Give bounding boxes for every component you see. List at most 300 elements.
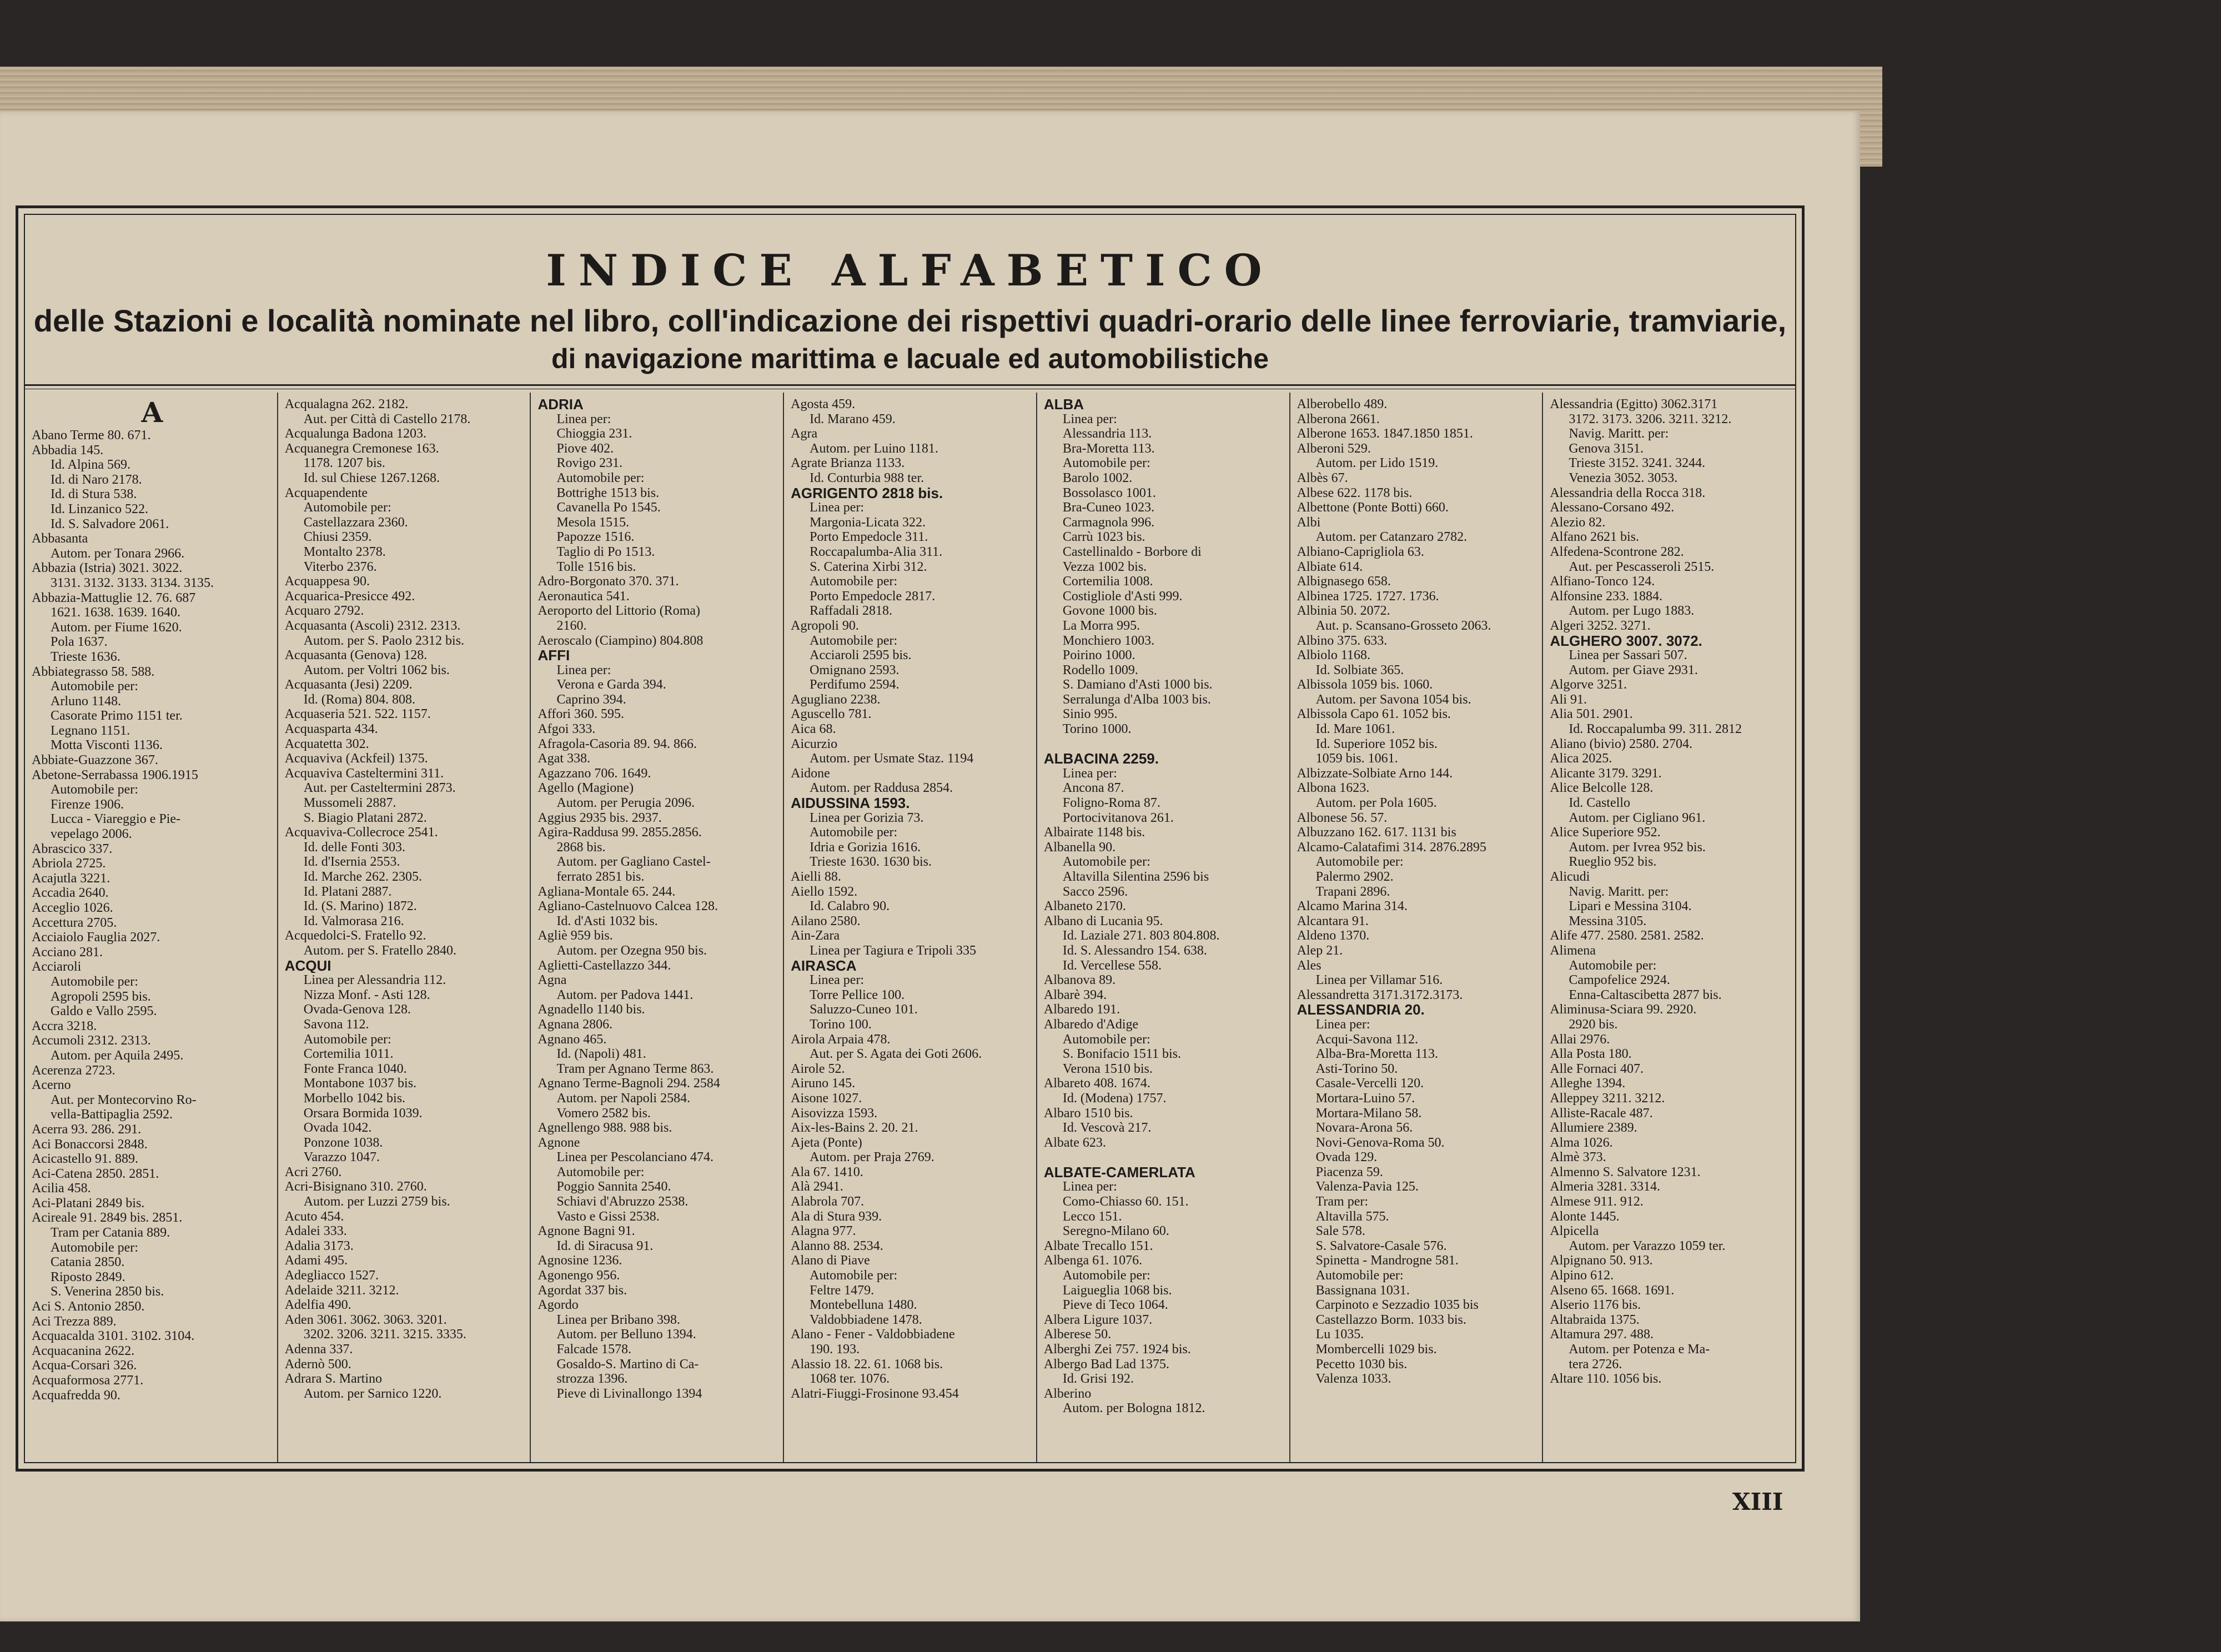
index-entry: AIRASCA: [791, 958, 857, 973]
index-entry: Almese 911. 912.: [1550, 1194, 1644, 1209]
index-entry: Acri-Bisignano 310. 2760.: [284, 1179, 427, 1194]
index-entry: Albanova 89.: [1043, 973, 1116, 988]
index-entry: Alberese 50.: [1043, 1327, 1112, 1342]
index-entry: Alano - Fener - Valdobbiadene: [791, 1327, 955, 1342]
index-column: [278, 393, 531, 1462]
index-entry: 3202. 3206. 3211. 3215. 3335.: [303, 1327, 466, 1342]
index-entry: Agnellengo 988. 988 bis.: [537, 1121, 672, 1136]
index-entry: Aeronautica 541.: [537, 589, 630, 604]
index-entry: Adernò 500.: [284, 1357, 351, 1372]
index-entry: Id. di Stura 538.: [51, 487, 137, 502]
index-entry: Cortemilia 1011.: [303, 1047, 394, 1062]
index-entry: Autom. per Ivrea 952 bis.: [1569, 840, 1706, 855]
index-entry: Tram per Agnano Terme 863.: [556, 1061, 714, 1076]
index-entry: Alma 1026.: [1550, 1135, 1613, 1150]
index-entry: Cortemilia 1008.: [1062, 574, 1153, 589]
index-entry: Aiello 1592.: [791, 884, 858, 899]
index-entry: Piove 402.: [556, 441, 614, 456]
index-entry: S. Biagio Platani 2872.: [303, 810, 427, 825]
index-entry: Poggio Sannita 2540.: [556, 1179, 671, 1194]
index-entry: Albarè 394.: [1043, 987, 1107, 1002]
index-entry: Albignasego 658.: [1297, 574, 1391, 589]
index-entry: Portocivitanova 261.: [1062, 810, 1174, 825]
index-entry: Albaneto 2170.: [1043, 899, 1126, 914]
index-entry: AFFI: [537, 648, 570, 663]
index-entry: Alife 477. 2580. 2581. 2582.: [1550, 928, 1704, 943]
index-entry: Acerenza 2723.: [32, 1063, 115, 1078]
index-entry: Bottrighe 1513 bis.: [556, 485, 660, 500]
index-entry: Id. S. Salvadore 2061.: [51, 516, 169, 531]
index-entry: Automobile per:: [1315, 855, 1404, 870]
index-entry: Alfano 2621 bis.: [1550, 530, 1639, 545]
index-entry: Almenno S. Salvatore 1231.: [1550, 1164, 1701, 1179]
index-entry: Agnana 2806.: [537, 1017, 613, 1032]
index-entry: Palermo 2902.: [1315, 870, 1394, 884]
index-entry: Acciaiolo Fauglia 2027.: [32, 930, 160, 945]
index-entry: Acquappesa 90.: [284, 574, 370, 589]
index-entry: Valenza 1033.: [1315, 1372, 1391, 1387]
index-entry: Valenza-Pavia 125.: [1315, 1179, 1419, 1194]
index-entry: AGRIGENTO 2818 bis.: [791, 485, 943, 501]
index-entry: Alcamo-Calatafimi 314. 2876.2895: [1297, 840, 1486, 855]
index-entry: Autom. per Bologna 1812.: [1062, 1401, 1205, 1416]
index-entry: Albaredo 191.: [1043, 1002, 1120, 1017]
index-entry: S. Caterina Xirbi 312.: [810, 559, 927, 574]
index-entry: Govone 1000 bis.: [1062, 604, 1157, 619]
index-entry: Automobile per:: [1062, 1268, 1150, 1283]
index-entry: S. Salvatore-Casale 576.: [1315, 1238, 1447, 1253]
index-entry: Linea per Sassari 507.: [1569, 648, 1687, 663]
index-entry: Albona 1623.: [1297, 781, 1370, 796]
index-entry: Rovigo 231.: [556, 456, 623, 471]
index-entry: Abbadia 145.: [32, 443, 104, 458]
index-entry: Catania 2850.: [51, 1255, 125, 1270]
index-entry: Automobile per:: [556, 470, 645, 485]
index-entry: Aut. per S. Agata dei Goti 2606.: [810, 1047, 982, 1062]
index-entry: Adenna 337.: [284, 1342, 353, 1357]
index-entry: Alatri-Fiuggi-Frosinone 93.454: [791, 1386, 959, 1401]
index-entry: Autom. per Savona 1054 bis.: [1315, 692, 1471, 707]
index-entry: Id. (Modena) 1757.: [1062, 1091, 1167, 1106]
index-entry: Tram per Catania 889.: [51, 1226, 170, 1241]
index-entry: Morbello 1042 bis.: [303, 1091, 406, 1106]
index-entry: Navig. Maritt. per:: [1569, 884, 1669, 899]
index-entry: S. Damiano d'Asti 1000 bis.: [1062, 677, 1213, 692]
index-entry: Pieve di Livinallongo 1394: [556, 1386, 702, 1401]
index-entry: Albettone (Ponte Botti) 660.: [1297, 500, 1449, 515]
index-entry: Acqualagna 262. 2182.: [284, 397, 409, 411]
index-entry: Id. Calabro 90.: [810, 899, 890, 914]
index-entry: Altare 110. 1056 bis.: [1550, 1372, 1662, 1387]
index-entry: Alimena: [1550, 943, 1596, 958]
index-entry: Agrate Brianza 1133.: [791, 456, 905, 471]
index-entry: Alba-Bra-Moretta 113.: [1315, 1047, 1438, 1062]
index-entry: Fonte Franca 1040.: [303, 1061, 407, 1076]
index-entry: ALGHERO 3007. 3072.: [1550, 633, 1702, 649]
index-entry: 2920 bis.: [1569, 1017, 1618, 1032]
index-entry: Torre Pellice 100.: [810, 987, 905, 1002]
index-entry: Automobile per:: [303, 500, 391, 515]
index-entry: Acceglio 1026.: [32, 901, 113, 915]
index-entry: Caprino 394.: [556, 692, 626, 707]
index-entry: Alice Belcolle 128.: [1550, 781, 1654, 796]
index-entry: Ancona 87.: [1062, 781, 1124, 796]
index-entry: Autom. per Voltri 1062 bis.: [303, 662, 450, 677]
index-entry: 3172. 3173. 3206. 3211. 3212.: [1569, 411, 1732, 426]
index-entry: Torino 1000.: [1062, 722, 1132, 737]
index-entry: Albiate 614.: [1297, 559, 1363, 574]
index-entry: Agliè 959 bis.: [537, 928, 613, 943]
section-letter: A: [141, 396, 163, 429]
index-entry: Automobile per:: [51, 1240, 138, 1255]
index-entry: Afragola-Casoria 89. 94. 866.: [537, 736, 697, 751]
index-entry: Ali 91.: [1550, 692, 1587, 707]
index-entry: Alfedena-Scontrone 282.: [1550, 544, 1684, 559]
index-entry: ALESSANDRIA 20.: [1297, 1002, 1425, 1017]
index-entry: Agropoli 90.: [791, 618, 859, 633]
index-entry: Casorate Primo 1151 ter.: [51, 709, 183, 724]
index-entry: Algeri 3252. 3271.: [1550, 618, 1651, 633]
index-entry: Pecetto 1030 bis.: [1315, 1357, 1408, 1372]
index-entry: Alia 501. 2901.: [1550, 707, 1633, 722]
index-entry: Acciano 281.: [32, 945, 103, 960]
index-entry: Feltre 1479.: [810, 1283, 875, 1298]
index-entry: Automobile per:: [1062, 456, 1150, 471]
index-entry: Cavanella Po 1545.: [556, 500, 661, 515]
index-entry: Roccapalumba-Alia 311.: [810, 544, 943, 559]
index-entry: Autom. per Fiume 1620.: [51, 620, 182, 635]
index-entry: Agliano-Castelnuovo Calcea 128.: [537, 899, 718, 914]
index-entry: Alicante 3179. 3291.: [1550, 766, 1662, 781]
index-entry: Id. Laziale 271. 803 804.808.: [1062, 928, 1220, 943]
index-entry: Autom. per Lido 1519.: [1315, 456, 1439, 471]
index-entry: Agropoli 2595 bis.: [51, 989, 151, 1004]
index-entry: Costigliole d'Asti 999.: [1062, 589, 1183, 604]
index-entry: Alezio 82.: [1550, 515, 1606, 530]
index-entry: Tram per:: [1315, 1194, 1369, 1209]
index-entry: tera 2726.: [1569, 1357, 1622, 1372]
index-entry: Montalto 2378.: [303, 544, 386, 559]
index-entry: Mesola 1515.: [556, 515, 630, 530]
index-entry: Alliste-Racale 487.: [1550, 1106, 1653, 1121]
index-entry: Ajeta (Ponte): [791, 1135, 862, 1150]
index-entry: Torino 100.: [810, 1017, 872, 1032]
index-entry: Alonte 1445.: [1550, 1209, 1620, 1224]
index-entry: Alla Posta 180.: [1550, 1047, 1632, 1062]
index-entry: Rueglio 952 bis.: [1569, 855, 1657, 870]
index-entry: Pieve di Teco 1064.: [1062, 1298, 1168, 1313]
index-entry: Id. d'Isernia 2553.: [303, 855, 400, 870]
index-entry: Altavilla Silentina 2596 bis: [1062, 870, 1209, 884]
index-entry: Agnano Terme-Bagnoli 294. 2584: [537, 1076, 720, 1091]
index-entry: Viterbo 2376.: [303, 559, 377, 574]
index-entry: Altamura 297. 488.: [1550, 1327, 1654, 1342]
index-entry: Id. Castello: [1569, 796, 1630, 811]
index-entry: Vomero 2582 bis.: [556, 1106, 651, 1121]
index-entry: Alessandria 113.: [1062, 426, 1152, 441]
index-entry: Aliminusa-Sciara 99. 2920.: [1550, 1002, 1697, 1017]
index-entry: Verona e Garda 394.: [556, 677, 666, 692]
index-entry: Albino 375. 633.: [1297, 633, 1388, 648]
header-rule: [25, 384, 1795, 386]
index-entry: Alessandretta 3171.3172.3173.: [1297, 987, 1463, 1002]
index-entry: Albonese 56. 57.: [1297, 810, 1388, 825]
index-entry: Aci-Platani 2849 bis.: [32, 1196, 145, 1211]
index-entry: Autom. per Sarnico 1220.: [303, 1386, 442, 1401]
index-entry: Linea per Villamar 516.: [1315, 973, 1443, 988]
index-entry: Barolo 1002.: [1062, 470, 1133, 485]
index-entry: Acquasanta (Genova) 128.: [284, 648, 428, 663]
index-entry: Piacenza 59.: [1315, 1164, 1383, 1179]
index-entry: Motta Visconti 1136.: [51, 738, 163, 753]
index-entry: Acquaformosa 2771.: [32, 1373, 144, 1388]
index-entry: Trieste 1630. 1630 bis.: [810, 855, 932, 870]
index-entry: Enna-Caltascibetta 2877 bis.: [1569, 987, 1722, 1002]
index-entry: Alberobello 489.: [1297, 397, 1388, 411]
index-entry: Navig. Maritt. per:: [1569, 426, 1669, 441]
index-entry: Bossolasco 1001.: [1062, 485, 1156, 500]
index-entry: Aut. per Pescasseroli 2515.: [1569, 559, 1715, 574]
index-entry: Alessandria della Rocca 318.: [1550, 485, 1706, 500]
index-entry: Acquedolci-S. Fratello 92.: [284, 928, 426, 943]
index-entry: Perdifumo 2594.: [810, 677, 900, 692]
index-entry: Automobile per:: [51, 974, 138, 989]
index-entry: Agnosine 1236.: [537, 1253, 622, 1268]
index-entry: Afgoi 333.: [537, 722, 596, 737]
index-entry: Ailano 2580.: [791, 913, 861, 928]
index-entry: Linea per Tagiura e Tripoli 335: [810, 943, 976, 958]
index-entry: Lipari e Messina 3104.: [1569, 899, 1692, 914]
index-entry: ACQUI: [284, 958, 331, 973]
index-entry: Abbazia (Istria) 3021. 3022.: [32, 561, 183, 576]
index-entry: Id. delle Fonti 303.: [303, 840, 406, 855]
index-entry: Acciaroli 2595 bis.: [810, 648, 912, 663]
index-entry: Abetone-Serrabassa 1906.1915: [32, 767, 198, 782]
index-entry: Automobile per:: [1062, 1032, 1150, 1047]
index-entry: Schiavi d'Abruzzo 2538.: [556, 1194, 689, 1209]
index-entry: Alep 21.: [1297, 943, 1343, 958]
index-entry: Autom. per Lugo 1883.: [1569, 604, 1695, 619]
index-entry: Casale-Vercelli 120.: [1315, 1076, 1424, 1091]
index-entry: Castellazzo Borm. 1033 bis.: [1315, 1312, 1466, 1327]
index-entry: Alano di Piave: [791, 1253, 870, 1268]
index-entry: Id. Grisi 192.: [1062, 1372, 1134, 1387]
index-entry: Id. Vercellese 558.: [1062, 958, 1162, 973]
index-entry: Acquarica-Presicce 492.: [284, 589, 415, 604]
index-entry: Sale 578.: [1315, 1224, 1365, 1239]
index-entry: Agliana-Montale 65. 244.: [537, 884, 676, 899]
index-entry: Savona 112.: [303, 1017, 369, 1032]
index-entry: Ponzone 1038.: [303, 1135, 383, 1150]
index-entry: Almeria 3281. 3314.: [1550, 1179, 1660, 1194]
index-entry: Automobile per:: [1062, 855, 1150, 870]
index-entry: Seregno-Milano 60.: [1062, 1224, 1169, 1239]
index-entry: Agna: [537, 973, 567, 988]
index-entry: Montabone 1037 bis.: [303, 1076, 417, 1091]
index-entry: Albate 623.: [1043, 1135, 1106, 1150]
index-entry: Aut. per Casteltermini 2873.: [303, 781, 456, 796]
index-entry: Allumiere 2389.: [1550, 1121, 1637, 1136]
index-entry: Sacco 2596.: [1062, 884, 1128, 899]
index-entry: Castellazzara 2360.: [303, 515, 408, 530]
index-entry: Alpicella: [1550, 1224, 1599, 1239]
index-entry: Varazzo 1047.: [303, 1150, 380, 1165]
page-title: INDICE ALFABETICO: [546, 245, 1274, 296]
index-entry: Aix-les-Bains 2. 20. 21.: [791, 1121, 918, 1136]
index-entry: Alessano-Corsano 492.: [1550, 500, 1675, 515]
index-entry: Adrara S. Martino: [284, 1372, 383, 1387]
index-entry: Albuzzano 162. 617. 1131 bis: [1297, 825, 1456, 840]
index-entry: Alle Fornaci 407.: [1550, 1061, 1644, 1076]
index-entry: Alberino: [1043, 1386, 1092, 1401]
index-entry: Aggius 2935 bis. 2937.: [537, 810, 662, 825]
index-entry: Lu 1035.: [1315, 1327, 1364, 1342]
index-entry: Agnano 465.: [537, 1032, 607, 1047]
index-entry: Porto Empedocle 2817.: [810, 589, 936, 604]
index-column: [1290, 393, 1544, 1462]
page-number: XIII: [1732, 1488, 1783, 1515]
index-entry: Id. Solbiate 365.: [1315, 662, 1404, 677]
index-entry: Allai 2976.: [1550, 1032, 1610, 1047]
index-entry: Aielli 88.: [791, 870, 841, 884]
index-entry: Automobile per:: [1569, 958, 1657, 973]
index-column: [784, 393, 1037, 1462]
index-entry: Acireale 91. 2849 bis. 2851.: [32, 1211, 183, 1226]
index-entry: Accumoli 2312. 2313.: [32, 1033, 151, 1048]
index-entry: Verona 1510 bis.: [1062, 1061, 1153, 1076]
index-entry: Autom. per Cigliano 961.: [1569, 810, 1706, 825]
index-entry: Alessandria (Egitto) 3062.3171: [1550, 397, 1718, 411]
index-entry: Raffadali 2818.: [810, 604, 893, 619]
index-entry: Abriola 2725.: [32, 856, 106, 871]
index-entry: S. Bonifacio 1511 bis.: [1062, 1047, 1181, 1062]
index-entry: Aut. p. Scansano-Grosseto 2063.: [1315, 618, 1491, 633]
index-entry: Aidone: [791, 766, 830, 781]
index-entry: Adami 495.: [284, 1253, 348, 1268]
index-entry: Lecco 151.: [1062, 1209, 1122, 1224]
index-entry: Albès 67.: [1297, 470, 1348, 485]
index-entry: Aliano (bivio) 2580. 2704.: [1550, 736, 1692, 751]
index-entry: Id. Conturbia 988 ter.: [810, 470, 924, 485]
index-entry: ALBA: [1043, 397, 1084, 412]
index-entry: Autom. per Pola 1605.: [1315, 796, 1437, 811]
index-entry: Aisovizza 1593.: [791, 1106, 878, 1121]
index-entry: 1059 bis. 1061.: [1315, 751, 1398, 766]
index-entry: Id. d'Asti 1032 bis.: [556, 913, 658, 928]
index-entry: Trapani 2896.: [1315, 884, 1390, 899]
index-entry: Acquacanina 2622.: [32, 1343, 135, 1358]
index-entry: Airole 52.: [791, 1061, 845, 1076]
index-entry: Automobile per:: [810, 633, 898, 648]
index-entry: Spinetta - Mandrogne 581.: [1315, 1253, 1459, 1268]
index-entry: Agordo: [537, 1298, 579, 1313]
index-entry: [1044, 1150, 1285, 1165]
index-entry: Adalei 333.: [284, 1224, 347, 1239]
index-entry: Agello (Magione): [537, 781, 634, 796]
index-entry: Albanella 90.: [1043, 840, 1116, 855]
index-entry: Porto Empedocle 311.: [810, 530, 928, 545]
index-entry: Vezza 1002 bis.: [1062, 559, 1147, 574]
index-entry: Foligno-Roma 87.: [1062, 796, 1160, 811]
index-entry: Id. di Siracusa 91.: [556, 1238, 654, 1253]
index-entry: Acqui-Savona 112.: [1315, 1032, 1418, 1047]
index-entry: Alà 2941.: [791, 1179, 843, 1194]
index-entry: Chioggia 231.: [556, 426, 632, 441]
index-entry: Albano di Lucania 95.: [1043, 913, 1163, 928]
index-entry: Abbiategrasso 58. 588.: [32, 664, 155, 679]
index-entry: Autom. per Padova 1441.: [556, 987, 694, 1002]
index-entry: Linea per:: [556, 662, 611, 677]
index-entry: Acicastello 91. 889.: [32, 1152, 138, 1167]
index-entry: Aden 3061. 3062. 3063. 3201.: [284, 1312, 447, 1327]
index-entry: Adelfia 490.: [284, 1298, 351, 1313]
index-entry: Carpinoto e Sezzadio 1035 bis: [1315, 1298, 1479, 1313]
index-entry: Trieste 1636.: [51, 649, 120, 664]
index-entry: Albi: [1297, 515, 1321, 530]
index-entry: Abrascico 337.: [32, 841, 113, 856]
index-entry: Airola Arpaia 478.: [791, 1032, 891, 1047]
index-entry: Automobile per:: [810, 1268, 898, 1283]
index-entry: Valdobbiadene 1478.: [810, 1312, 922, 1327]
index-entry: Albergo Bad Lad 1375.: [1043, 1357, 1170, 1372]
index-entry: Autom. per Belluno 1394.: [556, 1327, 696, 1342]
index-entry: Id. Alpina 569.: [51, 458, 130, 473]
index-entry: Albaredo d'Adige: [1043, 1017, 1139, 1032]
index-entry: Autom. per Raddusa 2854.: [810, 781, 953, 796]
index-entry: Alberghi Zei 757. 1924 bis.: [1043, 1342, 1191, 1357]
index-entry: Acilia 458.: [32, 1181, 91, 1196]
index-entry: Campofelice 2924.: [1569, 973, 1670, 988]
index-entry: Albiano-Caprigliola 63.: [1297, 544, 1424, 559]
index-entry: Adalia 3173.: [284, 1238, 354, 1253]
index-entry: Monchiero 1003.: [1062, 633, 1155, 648]
index-entry: Aglietti-Castellazzo 344.: [537, 958, 671, 973]
index-entry: Acquacalda 3101. 3102. 3104.: [32, 1329, 195, 1344]
index-entry: Sinio 995.: [1062, 707, 1118, 722]
index-entry: Id. Platani 2887.: [303, 884, 392, 899]
index-entry: Taglio di Po 1513.: [556, 544, 655, 559]
index-entry: 2160.: [556, 618, 587, 633]
index-entry: Linea per:: [810, 500, 865, 515]
index-entry: Autom. per Gagliano Castel-: [556, 855, 711, 870]
index-entry: Agat 338.: [537, 751, 591, 766]
index-entry: Id. (S. Marino) 1872.: [303, 899, 417, 914]
index-entry: Id. Valmorasa 216.: [303, 913, 404, 928]
index-entry: Agnadello 1140 bis.: [537, 1002, 645, 1017]
index-entry: Acquaseria 521. 522. 1157.: [284, 707, 431, 722]
index-entry: Albiolo 1168.: [1297, 648, 1371, 663]
index-entry: Linea per:: [556, 411, 611, 426]
index-entry: Acquafredda 90.: [32, 1388, 120, 1403]
index-entry: Alleppey 3211. 3212.: [1550, 1091, 1665, 1106]
index-entry: strozza 1396.: [556, 1372, 628, 1387]
index-entry: Alicudi: [1550, 870, 1590, 884]
index-entry: Arluno 1148.: [51, 694, 122, 709]
index-entry: Acerra 93. 286. 291.: [32, 1122, 142, 1137]
index-entry: Legnano 1151.: [51, 723, 130, 738]
index-entry: Venezia 3052. 3053.: [1569, 470, 1678, 485]
index-entry: Abbazia-Mattuglie 12. 76. 687: [32, 590, 196, 605]
index-entry: Bra-Moretta 113.: [1062, 441, 1155, 456]
index-entry: Aci Bonaccorsi 2848.: [32, 1137, 148, 1152]
index-entry: Acquasanta (Ascoli) 2312. 2313.: [284, 618, 461, 633]
index-entry: Id. Marano 459.: [810, 411, 896, 426]
index-entry: Autom. per Potenza e Ma-: [1569, 1342, 1710, 1357]
index-entry: Albinia 50. 2072.: [1297, 604, 1390, 619]
index-entry: Acquasparta 434.: [284, 722, 378, 737]
index-entry: Agnone Bagni 91.: [537, 1224, 635, 1239]
index-entry: ADRIA: [537, 397, 584, 412]
